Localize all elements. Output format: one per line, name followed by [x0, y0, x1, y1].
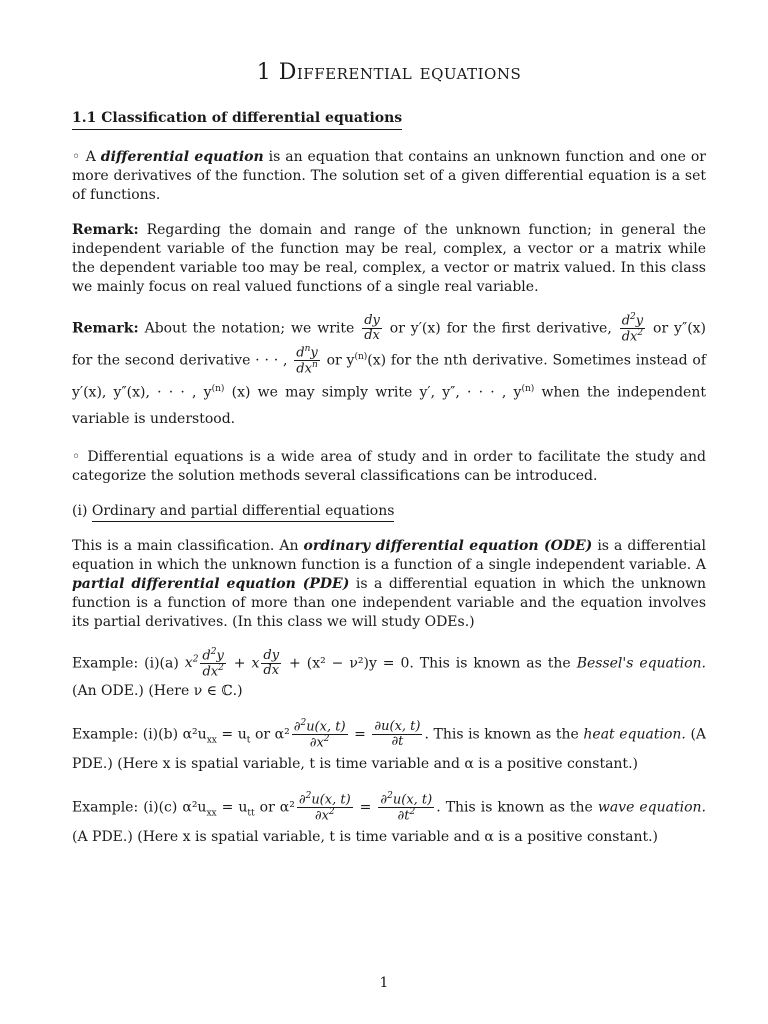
subsection-label: Ordinary and partial differential equations [92, 503, 395, 522]
fraction-dy-dx: $\frac{dy}{dx}$ [364, 313, 380, 343]
subsection-prefix: (i) [72, 502, 88, 519]
term-pde: partial differential equation (PDE) [72, 575, 350, 592]
example-text: or α² [254, 726, 290, 743]
remark-text: About the notation; we write [144, 320, 355, 337]
bullet-text: ◦ A [72, 149, 96, 165]
remark-label: Remark: [72, 222, 139, 238]
remark-text: or y [326, 352, 355, 369]
document-page [72, 60, 706, 865]
term-differential-equation: differential equation [100, 149, 264, 165]
subsection-heading [72, 502, 706, 521]
body-text: is a differential equation in which the unknown function is a function of more than one independent variable and the equation involves its partial derivatives. (In this class we will study ODEs.) [72, 575, 706, 630]
remark-text: or y′(x) for the first derivative, [389, 320, 612, 337]
section-heading: 1.1 Classification of differential equations [72, 110, 402, 130]
definition-text: is an equation that contains an unknown function and one or more derivatives of the function. The solution set of a given differential equation is a set of functions. [72, 149, 707, 203]
remark-notation: Remark: About the notation; we write $\frac{dy}{dx}$ or y′(x) for the first derivative, $\frac{d^2y}{dx^2}$ or y″(x) for the second derivative · · · , $\frac{d^ny}{dx^n}$ or $y^{(n)}(x)$ for the nth derivative. Sometimes instead of y′(x), y″(x), · · · , $y^{(n)}$ (x) we may simply write y′, y″, · · · , $y^{(n)}$ when the independent variable is understood. [72, 312, 707, 427]
example-text: (A PDE.) (Here x is spatial variable, t is time variable and α is a positive constant.) [72, 829, 658, 846]
fraction-dny-dxn: $\frac{d^ny}{dx^n}$ [296, 344, 318, 377]
example-wave: Example: (i)(c) $\alpha^2u_{xx} = u_{tt}$ or α² $\frac{\partial^2u(x, t)}{\partial x^2}$ = $\frac{\partial^2u(x, t)}{\partial t^2}$ . This is known as the wave equation. (A PDE.) (Here x is spatial variable, t is time variable and α is a positive constant.) [72, 791, 706, 846]
page-title: 1 Differential equations [256, 60, 522, 85]
equation-name: Bessel's equation. [576, 655, 706, 672]
example-text: Example: (i)(c) α²u [72, 799, 207, 816]
fraction-d2u-dx2: $\frac{\partial^2u(x, t)}{\partial x^2}$ [293, 717, 346, 751]
remark-text: (x) for the nth derivative. Sometimes instead of y′(x), y″(x), · · · , y [72, 352, 707, 401]
remark-domain [72, 221, 706, 297]
fraction-d2u-dx2: $\frac{\partial^2u(x, t)}{\partial x^2}$ [298, 791, 351, 824]
example-text: + (x² − ν²)y = 0. This is known as the [289, 655, 571, 672]
remark-label: Remark: [72, 320, 139, 337]
equation-name: wave equation. [597, 799, 706, 816]
fraction-d2y-dx2: $\frac{d^2y}{dx^2}$ [621, 312, 644, 345]
paragraph-definition [72, 148, 706, 205]
paragraph-classifications: ◦ Differential equations is a wide area of study and in order to facilitate the study and categorize the solution methods several classifications can be introduced. [72, 448, 706, 484]
fraction-d2y-dx2: $\frac{d^2y}{dx^2}$ [202, 646, 224, 680]
page-number: 1 [379, 975, 389, 991]
remark-text: Regarding the domain and range of the unknown function; in general the independent variable of the function may be real, complex, a vector or a matrix while the dependent variable too may be real, complex, a vector or matrix valued. In this class we mainly focus on real valued functions of a single real variable. [72, 222, 707, 295]
example-text: or α² [259, 799, 295, 816]
example-heat: Example: (i)(b) $\alpha^2u_{xx} = u_t$ or α² $\frac{\partial^2u(x, t)}{\partial x^2}$ = $\frac{\partial u(x, t)}{\partial t}$ . This is known as the heat equation. (A PDE.) (Here x is spatial variable, t is time variable and α is a positive constant.) [72, 717, 707, 773]
example-text: (A PDE.) (Here x is spatial variable, t is time variable and α is a positive constant.) [72, 726, 707, 773]
body-text: is a differential equation in which the unknown function is a function of a single independent variable. A [72, 537, 706, 573]
example-text: . This is known as the [424, 726, 579, 743]
body-text: This is a main classification. An [72, 537, 299, 554]
example-text: (An ODE.) (Here ν ∈ ℂ.) [72, 682, 243, 699]
remark-text: when the independent variable is understood. [72, 384, 706, 427]
fraction-d2u-dt2: $\frac{\partial^2u(x, t)}{\partial t^2}$ [380, 791, 433, 824]
fraction-dy-dx: $\frac{dy}{dx}$ [263, 648, 280, 678]
example-text: Example: (i)(b) α²u [72, 726, 207, 743]
equation-name: heat equation. [583, 726, 686, 743]
example-text: . This is known as the [436, 799, 593, 816]
example-bessel: Example: (i)(a) $x^2$ $\frac{d^2y}{dx^2}$ + x $\frac{dy}{dx}$ + (x² − ν²)y = 0. This is known as the Bessel's equation. (An ODE.) (Here ν ∈ ℂ.) [72, 646, 706, 699]
remark-text: (x) we may simply write y′, y″, · · · , y [231, 384, 522, 401]
term-ode: ordinary differential equation (ODE) [303, 537, 593, 554]
fraction-du-dt: $\frac{\partial u(x, t)}{\partial t}$ [374, 719, 421, 749]
paragraph-ode-pde [72, 537, 706, 632]
remark-text: or y″(x) for the second derivative · · · , [72, 320, 707, 369]
example-text: = u [221, 799, 248, 816]
example-text: Example: (i)(a) [72, 655, 179, 672]
example-text: = u [221, 726, 247, 743]
